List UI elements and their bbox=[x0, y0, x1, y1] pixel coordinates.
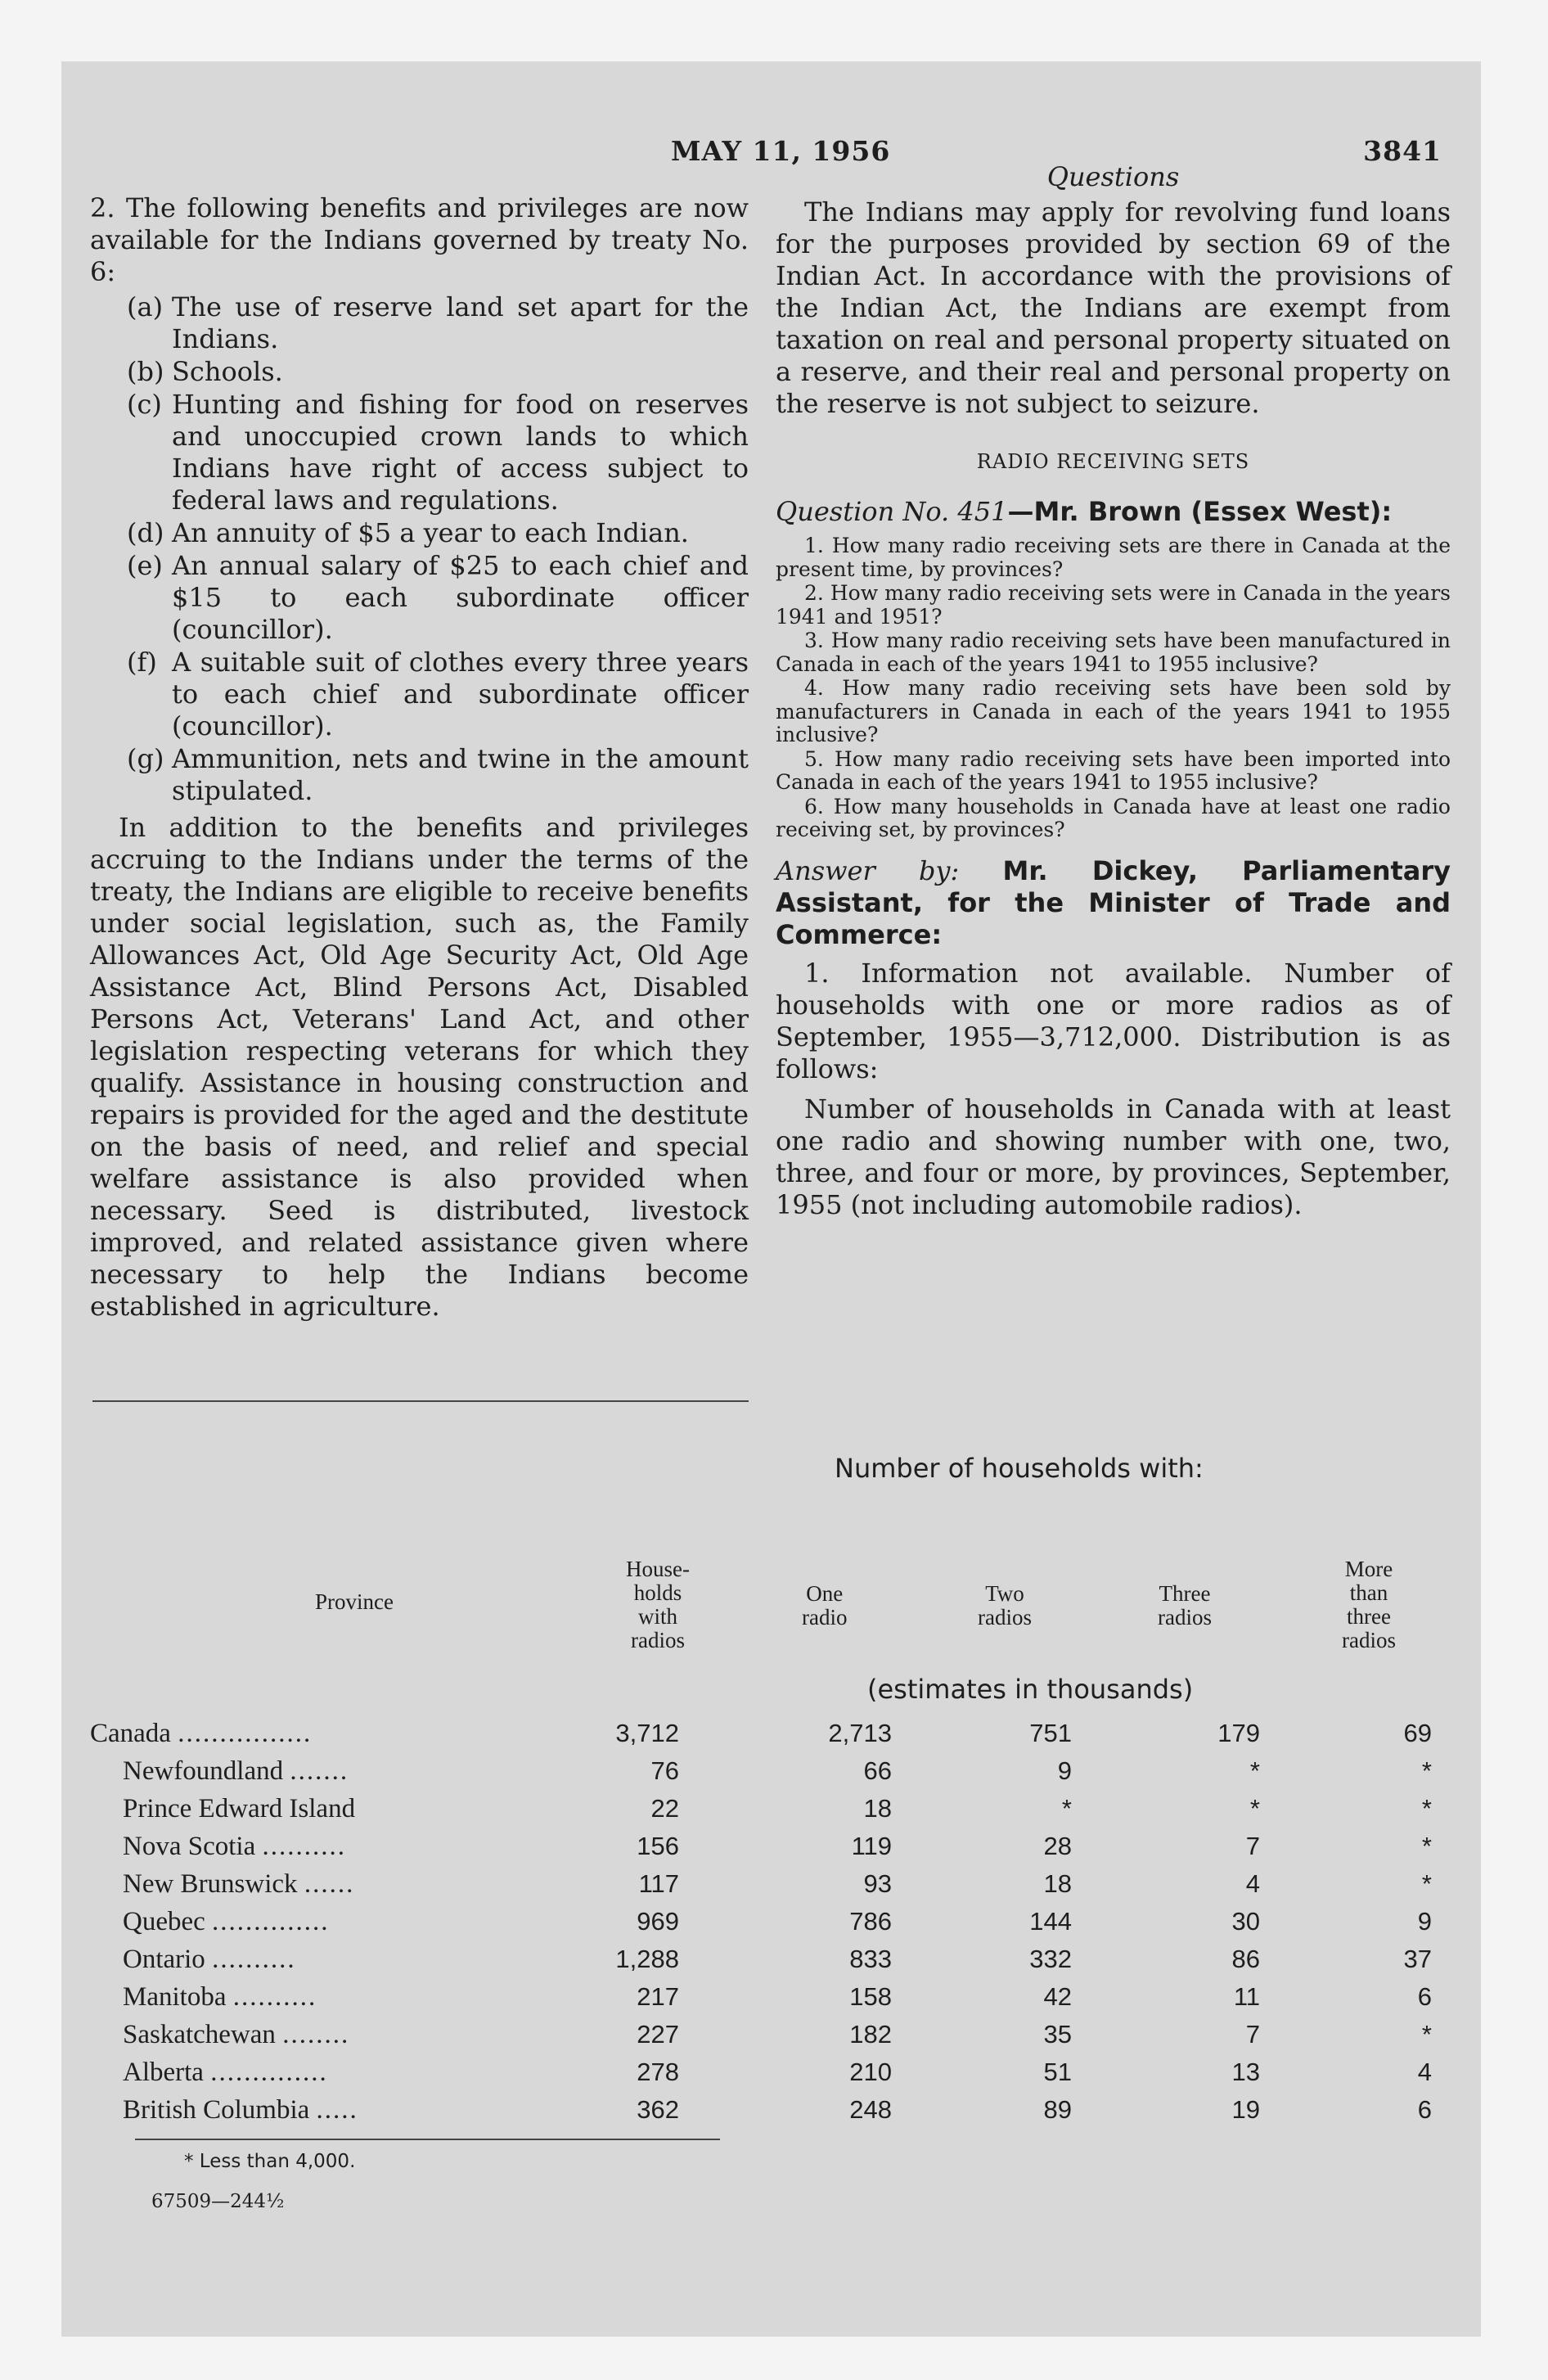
page-date: MAY 11, 1956 bbox=[671, 135, 891, 167]
answer-paragraph-2: Number of households in Canada with at least one radio and showing number with one, two, three, and four or more, by provinces, September, 1955 (not including automobile radios). bbox=[776, 1093, 1451, 1220]
page bbox=[61, 61, 1481, 2337]
footnote-rule bbox=[135, 2139, 720, 2140]
list-item: (e) An annual salary of $25 to each chief and $15 to each subordinate officer (councillor). bbox=[127, 550, 749, 645]
fund-paragraph: The Indians may apply for revolving fund loans for the purposes provided by section 69 of the Indian Act. In accordance with the provisions of the Indian Act, the Indians are exempt from taxation on real and personal property situated on a reserve, and their real and personal property on the reserve is not subject to seizure. bbox=[776, 196, 1451, 419]
right-column bbox=[776, 161, 1451, 1221]
footnote: * Less than 4,000. bbox=[184, 2151, 356, 2172]
list-item: (f) A suitable suit of clothes every three years to each chief and subordinate officer (councillor). bbox=[127, 647, 749, 741]
answer-line: Answer by: Mr. Dickey, Parliamentary Assistant, for the Minister of Trade and Commerce: bbox=[776, 854, 1451, 950]
page-number: 3841 bbox=[1363, 135, 1442, 167]
benefits-list bbox=[90, 291, 749, 807]
table-row: Saskatchewan ........ 227 182 35 7 * bbox=[123, 2020, 1432, 2049]
table-row: Nova Scotia .......... 156 119 28 7 * bbox=[123, 1832, 1432, 1861]
question-line: Question No. 451—Mr. Brown (Essex West): bbox=[776, 496, 1393, 527]
list-item: 5. How many radio receiving sets have been imported into Canada in each of the years 1941 to 1955 inclusive? bbox=[776, 746, 1451, 794]
print-code: 67509—244½ bbox=[151, 2191, 285, 2212]
table-row: Ontario .......... 1,288 833 332 86 37 bbox=[123, 1945, 1432, 1974]
table-row: Alberta .............. 278 210 51 13 4 bbox=[123, 2058, 1432, 2087]
table-row: British Columbia ..... 362 248 89 19 6 bbox=[123, 2095, 1432, 2125]
list-item: (d) An annuity of $5 a year to each Indian. bbox=[127, 517, 689, 548]
question-list bbox=[776, 534, 1451, 842]
table-row: Canada ................ 3,712 2,713 751 179 69 bbox=[90, 1719, 1432, 1748]
list-item: 1. How many radio receiving sets are there in Canada at the present time, by provinces? bbox=[776, 534, 1451, 581]
divider bbox=[92, 1400, 749, 1402]
col-header-province: Province bbox=[315, 1589, 394, 1614]
table-row: Quebec .............. 969 786 144 30 9 bbox=[123, 1907, 1432, 1936]
col-header-one: One radio bbox=[802, 1581, 848, 1629]
table-row: Newfoundland ....... 76 66 9 * * bbox=[123, 1756, 1432, 1786]
table-row: New Brunswick ...... 117 93 18 4 * bbox=[123, 1869, 1432, 1899]
list-item: 2. How many radio receiving sets were in Canada in the years 1941 and 1951? bbox=[776, 581, 1451, 629]
list-item: (a) The use of reserve land set apart for the Indians. bbox=[127, 291, 749, 354]
table-row: Manitoba .......... 217 158 42 11 6 bbox=[123, 1982, 1432, 2012]
col-header-more: More than three radios bbox=[1342, 1557, 1396, 1652]
col-header-households: House- holds with radios bbox=[626, 1557, 690, 1652]
col-header-three: Three radios bbox=[1158, 1581, 1212, 1629]
section-title: RADIO RECEIVING SETS bbox=[976, 450, 1250, 473]
list-item: 6. How many households in Canada have at least one radio receiving set, by provinces? bbox=[776, 794, 1451, 841]
table-row: Prince Edward Island 22 18 * * * bbox=[123, 1794, 1432, 1823]
list-item: (c) Hunting and fishing for food on reserves and unoccupied crown lands to which Indians have right of access subject to federal laws and regulations. bbox=[127, 389, 749, 516]
list-item: (b) Schools. bbox=[127, 356, 283, 387]
list-item: 4. How many radio receiving sets have been sold by manufacturers in Canada in each of the years 1941 to 1955 inclusive? bbox=[776, 676, 1451, 746]
benefits-intro: 2. The following benefits and privileges are now available for the Indians governed by treaty No. 6: bbox=[90, 192, 749, 287]
list-item: 3. How many radio receiving sets have been manufactured in Canada in each of the years 1941 to 1955 inclusive? bbox=[776, 629, 1451, 676]
benefits-paragraph: In addition to the benefits and privileges accruing to the Indians under the terms of the treaty, the Indians are eligible to receive benefits under social legislation, such as, the Family Allowances Act, Old Age Security Act, Old Age Assistance Act, Blind Persons Act, Disabled Persons Act, Veterans' Land Act, and other legislation respecting veterans for which they qualify. Assistance in housing construction and repairs is provided for the aged and the destitute on the basis of need, and relief and special welfare assistance is also provided when necessary. Seed is distributed, livestock improved, and related assistance given where necessary to help the Indians become established in agriculture. bbox=[90, 812, 749, 1322]
questions-heading: Questions bbox=[1046, 161, 1180, 192]
left-column bbox=[90, 192, 749, 1323]
table-group-title: Number of households with: bbox=[835, 1453, 1204, 1484]
col-header-two: Two radios bbox=[978, 1581, 1032, 1629]
answer-paragraph-1: 1. Information not available. Number of households with one or more radios as of September, 1955—3,712,000. Distribution is as follows: bbox=[776, 957, 1451, 1084]
list-item: (g) Ammunition, nets and twine in the amount stipulated. bbox=[127, 743, 749, 806]
estimates-note: (estimates in thousands) bbox=[867, 1674, 1194, 1705]
